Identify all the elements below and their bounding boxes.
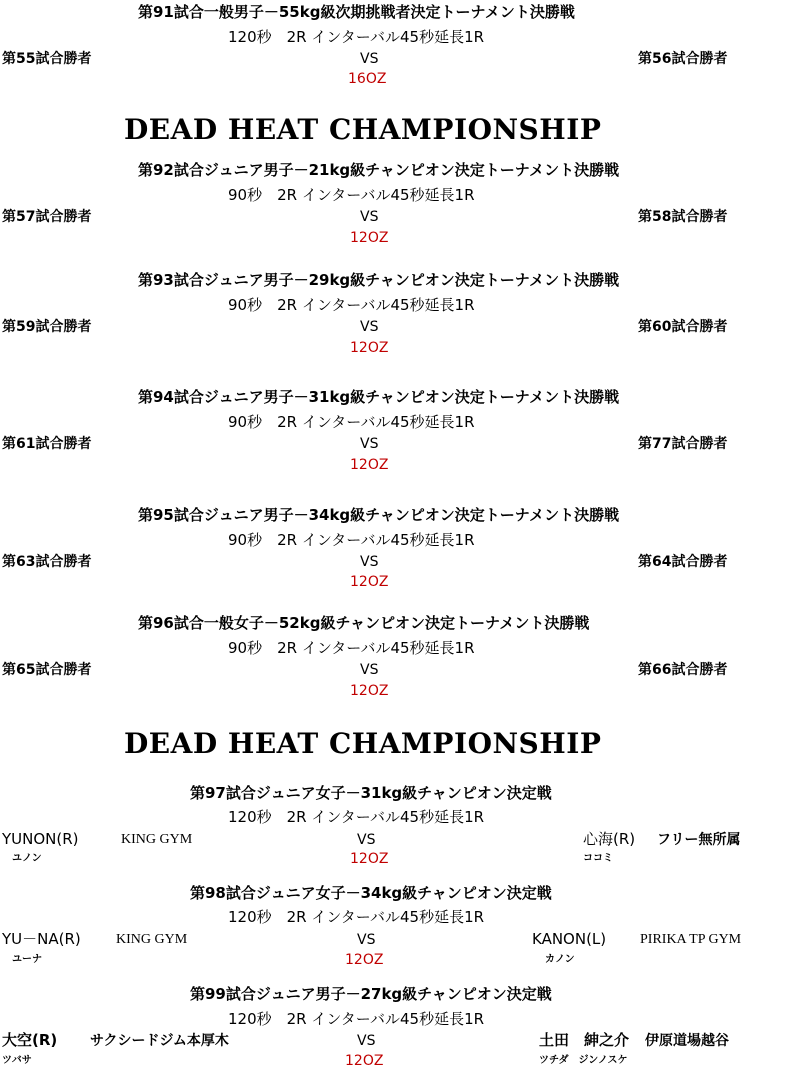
blue-fighter-name: 土田 紳之介 [539,1031,630,1049]
red-fighter-name: 大空(R) [2,1031,58,1049]
bout-title: 第92試合ジュニア男子－21kg級チャンピオン決定トーナメント決勝戦 [138,161,620,179]
bout-rules: 90秒 2R インターバル45秒延長1R [228,186,475,204]
bout-title: 第99試合ジュニア男子－27kg級チャンピオン決定戦 [190,985,552,1003]
vs-label: VS [360,554,379,570]
red-fighter-gym: サクシードジム本厚木 [90,1033,229,1049]
red-fighter-gym: KING GYM [116,932,188,947]
glove-size: 12OZ [350,230,389,246]
glove-size: 12OZ [350,851,389,867]
red-fighter-gym: KING GYM [121,832,193,847]
bout-rules: 120秒 2R インターバル45秒延長1R [228,28,485,46]
vs-label: VS [357,1033,376,1049]
red-fighter-name: YU－NA(R) [2,930,81,948]
glove-size: 12OZ [350,457,389,473]
blue-corner: 第66試合勝者 [638,662,728,678]
red-corner: 第61試合勝者 [2,436,92,452]
red-fighter-kana: ユーナ [12,954,42,965]
bout-rules: 90秒 2R インターバル45秒延長1R [228,531,475,549]
blue-corner: 第58試合勝者 [638,209,728,225]
vs-label: VS [357,832,376,848]
red-corner: 第63試合勝者 [2,554,92,570]
red-fighter-kana: ユノン [12,853,42,864]
bout-title: 第97試合ジュニア女子－31kg級チャンピオン決定戦 [190,784,552,802]
section-banner: DEAD HEAT CHAMPIONSHIP [124,727,602,760]
blue-corner: 第64試合勝者 [638,554,728,570]
red-corner: 第55試合勝者 [2,51,92,67]
bout-title: 第91試合一般男子－55kg級次期挑戦者決定トーナメント決勝戦 [138,3,575,21]
red-fighter-kana: ツバサ [2,1055,32,1066]
blue-fighter-gym: 伊原道場越谷 [645,1033,729,1049]
blue-corner: 第56試合勝者 [638,51,728,67]
blue-corner: 第77試合勝者 [638,436,728,452]
red-corner: 第57試合勝者 [2,209,92,225]
bout-title: 第96試合一般女子－52kg級チャンピオン決定トーナメント決勝戦 [138,614,590,632]
glove-size: 16OZ [348,71,387,87]
bout-rules: 90秒 2R インターバル45秒延長1R [228,296,475,314]
blue-fighter-gym: PIRIKA TP GYM [640,932,742,947]
vs-label: VS [360,436,379,452]
bout-title: 第95試合ジュニア男子－34kg級チャンピオン決定トーナメント決勝戦 [138,506,620,524]
bout-title: 第94試合ジュニア男子－31kg級チャンピオン決定トーナメント決勝戦 [138,388,620,406]
bout-title: 第93試合ジュニア男子－29kg級チャンピオン決定トーナメント決勝戦 [138,271,620,289]
bout-rules: 90秒 2R インターバル45秒延長1R [228,639,475,657]
red-corner: 第65試合勝者 [2,662,92,678]
bout-rules: 120秒 2R インターバル45秒延長1R [228,1010,485,1028]
blue-fighter-kana: カノン [545,954,575,965]
blue-fighter-name: KANON(L) [532,930,607,948]
glove-size: 12OZ [350,683,389,699]
blue-fighter-kana: ツチダ ジンノスケ [539,1055,628,1066]
bout-title: 第98試合ジュニア女子－34kg級チャンピオン決定戦 [190,884,552,902]
glove-size: 12OZ [350,574,389,590]
blue-fighter-gym: フリー無所属 [657,832,741,848]
blue-corner: 第60試合勝者 [638,319,728,335]
glove-size: 12OZ [345,1053,384,1069]
vs-label: VS [360,319,379,335]
section-banner: DEAD HEAT CHAMPIONSHIP [124,113,602,146]
glove-size: 12OZ [350,340,389,356]
vs-label: VS [360,51,379,67]
red-fighter-name: YUNON(R) [2,830,79,848]
bout-rules: 120秒 2R インターバル45秒延長1R [228,908,485,926]
vs-label: VS [357,932,376,948]
bout-rules: 90秒 2R インターバル45秒延長1R [228,413,475,431]
red-corner: 第59試合勝者 [2,319,92,335]
blue-fighter-name: 心海(R) [583,830,636,848]
blue-fighter-kana: ココミ [583,853,613,864]
bout-rules: 120秒 2R インターバル45秒延長1R [228,808,485,826]
vs-label: VS [360,662,379,678]
glove-size: 12OZ [345,952,384,968]
vs-label: VS [360,209,379,225]
